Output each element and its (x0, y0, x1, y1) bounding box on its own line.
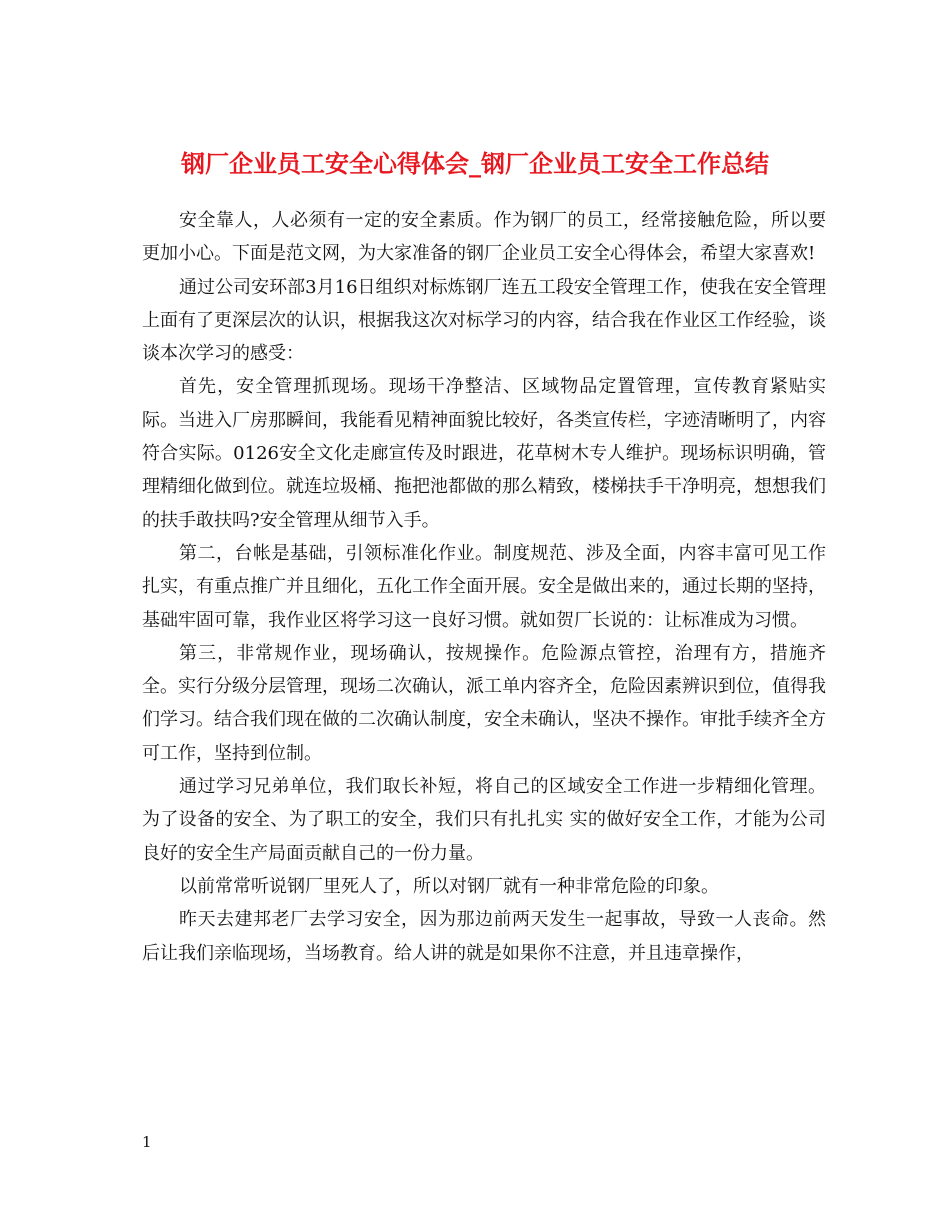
paragraph-third-point: 第三，非常规作业，现场确认，按规操作。危险源点管控，治理有方，措施齐全。实行分级分层管理，现场二次确认，派工单内容齐全，危险因素辨识到位，值得我们学习。结合我们现在做的二次确认制度，安全未确认，坚决不操作。审批手续齐全方可工作，坚持到位制。 (142, 642, 826, 764)
paragraph-background: 通过公司安环部3月16日组织对标炼钢厂连五工段安全管理工作，使我在安全管理上面有了更深层次的认识，根据我这次对标学习的内容，结合我在作业区工作经验，谈谈本次学习的感受： (142, 276, 826, 365)
document-title: 钢厂企业员工安全心得体会_钢厂企业员工安全工作总结 (181, 149, 769, 179)
page-number: 1 (142, 1133, 152, 1151)
paragraph-second-point: 第二，台帐是基础，引领标准化作业。制度规范、涉及全面，内容丰富可见工作扎实，有重点推广并且细化，五化工作全面开展。安全是做出来的，通过长期的坚持，基础牢固可靠，我作业区将学习这一良好习惯。就如贺厂长说的：让标准成为习惯。 (142, 542, 826, 631)
paragraph-visit: 昨天去建邦老厂去学习安全，因为那边前两天发生一起事故，导致一人丧命。然后让我们亲临现场，当场教育。给人讲的就是如果你不注意，并且违章操作， (142, 909, 826, 964)
paragraph-summary: 通过学习兄弟单位，我们取长补短，将自己的区域安全工作进一步精细化管理。为了设备的安全、为了职工的安全，我们只有扎扎实 实的做好安全工作，才能为公司良好的安全生产局面贡献自己的一份力量。 (142, 776, 826, 864)
paragraph-intro: 安全靠人，人必须有一定的安全素质。作为钢厂的员工，经常接触危险，所以要更加小心。下面是范文网，为大家准备的钢厂企业员工安全心得体会，希望大家喜欢! (142, 210, 826, 265)
paragraph-first-point: 首先，安全管理抓现场。现场干净整洁、区域物品定置管理，宣传教育紧贴实际。当进入厂房那瞬间，我能看见精神面貌比较好，各类宣传栏，字迹清晰明了，内容符合实际。0126安全文化走廊宣传及时跟进，花草树木专人维护。现场标识明确，管理精细化做到位。就连垃圾桶、拖把池都做的那么精致，楼梯扶手干净明亮，想想我们的扶手敢扶吗?安全管理从细节入手。 (142, 376, 826, 531)
document-body (142, 204, 826, 970)
paragraph-impression: 以前常常听说钢厂里死人了，所以对钢厂就有一种非常危险的印象。 (179, 875, 719, 897)
